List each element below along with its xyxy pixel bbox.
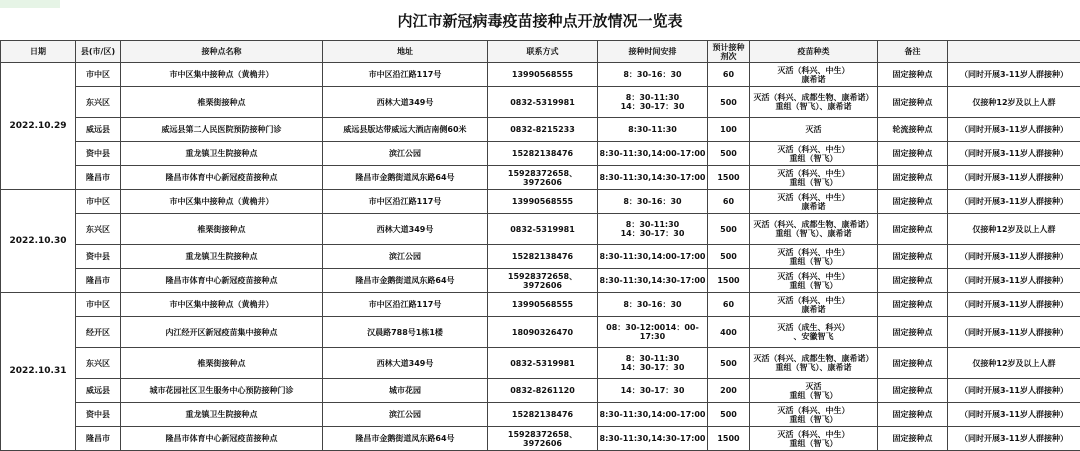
doses-cell[interactable]: 500	[708, 348, 750, 379]
doses-cell[interactable]: 500	[708, 214, 750, 245]
site-cell[interactable]: 市中区集中接种点（黄桷井）	[121, 293, 323, 317]
page-title: 内江市新冠病毒疫苗接种点开放情况一览表	[0, 0, 1080, 40]
phone-cell[interactable]: 0832-8261120	[488, 379, 598, 403]
note-cell[interactable]: （同时开展3-11岁人群接种）	[948, 403, 1080, 427]
note-cell[interactable]: （同时开展3-11岁人群接种）	[948, 317, 1080, 348]
type-cell[interactable]: 固定接种点	[878, 166, 948, 190]
note-cell[interactable]: （同时开展3-11岁人群接种）	[948, 190, 1080, 214]
time-cell[interactable]: 14：30-17：30	[598, 379, 708, 403]
table-row	[1, 214, 1080, 245]
table-row	[1, 87, 1080, 118]
header-address: 地址	[323, 41, 488, 63]
type-cell[interactable]: 固定接种点	[878, 317, 948, 348]
county-cell[interactable]: 东兴区	[76, 214, 121, 245]
time-cell[interactable]: 8:30-11:30	[598, 118, 708, 142]
table-row	[1, 166, 1080, 190]
vaccine-cell[interactable]: 灭活（科兴、中生） 康希诺	[750, 190, 878, 214]
header-date: 日期	[1, 41, 76, 63]
site-cell[interactable]: 内江经开区新冠疫苗集中接种点	[121, 317, 323, 348]
county-cell[interactable]: 资中县	[76, 403, 121, 427]
phone-cell[interactable]: 13990568555	[488, 293, 598, 317]
county-cell[interactable]: 隆昌市	[76, 427, 121, 451]
phone-cell[interactable]: 18090326470	[488, 317, 598, 348]
note-cell[interactable]: （同时开展3-11岁人群接种）	[948, 269, 1080, 293]
note-cell[interactable]: 仅接种12岁及以上人群	[948, 348, 1080, 379]
note-cell[interactable]: （同时开展3-11岁人群接种）	[948, 118, 1080, 142]
header-county: 县(市/区)	[76, 41, 121, 63]
type-cell[interactable]: 固定接种点	[878, 63, 948, 87]
table-row	[1, 379, 1080, 403]
note-cell[interactable]: （同时开展3-11岁人群接种）	[948, 166, 1080, 190]
address-cell[interactable]: 威远县版达带威远大酒店南侧60米	[323, 118, 488, 142]
note-cell[interactable]: （同时开展3-11岁人群接种）	[948, 379, 1080, 403]
vaccine-cell[interactable]: 灭活 重组（智飞）	[750, 379, 878, 403]
vaccine-cell[interactable]: 灭活（科兴、成都生物、康希诺） 重组（智飞）、康希诺	[750, 348, 878, 379]
phone-cell[interactable]: 13990568555	[488, 190, 598, 214]
phone-cell[interactable]: 0832-5319981	[488, 214, 598, 245]
county-cell[interactable]: 市中区	[76, 293, 121, 317]
table-row	[1, 403, 1080, 427]
county-cell[interactable]: 市中区	[76, 190, 121, 214]
vaccine-cell[interactable]: 灭活（科兴、成都生物、康希诺） 重组（智飞）、康希诺	[750, 87, 878, 118]
date-cell[interactable]: 2022.10.29	[1, 63, 76, 190]
county-cell[interactable]: 资中县	[76, 142, 121, 166]
time-cell[interactable]: 8:30-11:30,14:00-17:00	[598, 142, 708, 166]
site-cell[interactable]: 隆昌市体育中心新冠疫苗接种点	[121, 427, 323, 451]
site-cell[interactable]: 椎栗街接种点	[121, 348, 323, 379]
date-cell[interactable]: 2022.10.31	[1, 293, 76, 451]
doses-cell[interactable]: 500	[708, 87, 750, 118]
time-cell[interactable]: 8：30-11:30 14：30-17：30	[598, 348, 708, 379]
phone-cell[interactable]: 15282138476	[488, 245, 598, 269]
time-cell[interactable]: 8：30-16：30	[598, 190, 708, 214]
vaccination-table	[0, 40, 1080, 451]
county-cell[interactable]: 经开区	[76, 317, 121, 348]
doses-cell[interactable]: 200	[708, 379, 750, 403]
header-doses: 预计接种剂次	[708, 41, 750, 63]
county-cell[interactable]: 威远县	[76, 379, 121, 403]
type-cell[interactable]: 固定接种点	[878, 142, 948, 166]
site-cell[interactable]: 椎栗街接种点	[121, 87, 323, 118]
table-body	[1, 63, 1080, 451]
table-row	[1, 317, 1080, 348]
time-cell[interactable]: 8:30-11:30,14:30-17:00	[598, 269, 708, 293]
header-time: 接种时间安排	[598, 41, 708, 63]
address-cell[interactable]: 市中区沿江路117号	[323, 293, 488, 317]
time-cell[interactable]: 8：30-11:30 14：30-17：30	[598, 87, 708, 118]
address-cell[interactable]: 隆昌市金鹅街道凤东路64号	[323, 427, 488, 451]
county-cell[interactable]: 东兴区	[76, 87, 121, 118]
address-cell[interactable]: 滨江公园	[323, 245, 488, 269]
table-row	[1, 293, 1080, 317]
header-extra	[948, 41, 1080, 63]
address-cell[interactable]: 西林大道349号	[323, 87, 488, 118]
site-cell[interactable]: 隆昌市体育中心新冠疫苗接种点	[121, 269, 323, 293]
doses-cell[interactable]: 60	[708, 190, 750, 214]
county-cell[interactable]: 威远县	[76, 118, 121, 142]
address-cell[interactable]: 西林大道349号	[323, 214, 488, 245]
phone-cell[interactable]: 15282138476	[488, 142, 598, 166]
phone-cell[interactable]: 15928372658、3972606	[488, 427, 598, 451]
address-cell[interactable]: 隆昌市金鹅街道凤东路64号	[323, 269, 488, 293]
note-cell[interactable]: （同时开展3-11岁人群接种）	[948, 63, 1080, 87]
doses-cell[interactable]: 60	[708, 63, 750, 87]
header-site: 接种点名称	[121, 41, 323, 63]
type-cell[interactable]: 轮流接种点	[878, 118, 948, 142]
time-cell[interactable]: 8:30-11:30,14:00-17:00	[598, 245, 708, 269]
phone-cell[interactable]: 15282138476	[488, 403, 598, 427]
doses-cell[interactable]: 500	[708, 403, 750, 427]
doses-cell[interactable]: 400	[708, 317, 750, 348]
vaccine-cell[interactable]: 灭活（科兴、成都生物、康希诺） 重组（智飞）、康希诺	[750, 214, 878, 245]
table-row	[1, 348, 1080, 379]
phone-cell[interactable]: 0832-5319981	[488, 87, 598, 118]
site-cell[interactable]: 市中区集中接种点（黄桷井）	[121, 190, 323, 214]
note-cell[interactable]: （同时开展3-11岁人群接种）	[948, 427, 1080, 451]
vaccine-cell[interactable]: 灭活（成生、科兴） 、安徽智飞	[750, 317, 878, 348]
note-cell[interactable]: （同时开展3-11岁人群接种）	[948, 245, 1080, 269]
time-cell[interactable]: 8：30-16：30	[598, 63, 708, 87]
note-cell[interactable]: 仅接种12岁及以上人群	[948, 214, 1080, 245]
address-cell[interactable]: 滨江公园	[323, 403, 488, 427]
vaccine-cell[interactable]: 灭活（科兴、中生） 重组（智飞）	[750, 427, 878, 451]
phone-cell[interactable]: 0832-5319981	[488, 348, 598, 379]
doses-cell[interactable]: 1500	[708, 269, 750, 293]
type-cell[interactable]: 固定接种点	[878, 293, 948, 317]
vaccine-cell[interactable]: 灭活（科兴、中生） 重组（智飞）	[750, 245, 878, 269]
site-cell[interactable]: 椎栗街接种点	[121, 214, 323, 245]
note-cell[interactable]: （同时开展3-11岁人群接种）	[948, 142, 1080, 166]
phone-cell[interactable]: 15928372658、3972606	[488, 166, 598, 190]
date-cell[interactable]: 2022.10.30	[1, 190, 76, 293]
vaccine-cell[interactable]: 灭活（科兴、中生） 重组（智飞）	[750, 166, 878, 190]
time-cell[interactable]: 8：30-11:30 14：30-17：30	[598, 214, 708, 245]
doses-cell[interactable]: 1500	[708, 427, 750, 451]
table-row	[1, 118, 1080, 142]
note-cell[interactable]: （同时开展3-11岁人群接种）	[948, 293, 1080, 317]
vaccine-cell[interactable]: 灭活（科兴、中生） 重组（智飞）	[750, 269, 878, 293]
site-cell[interactable]: 威远县第二人民医院预防接种门诊	[121, 118, 323, 142]
county-cell[interactable]: 资中县	[76, 245, 121, 269]
table-row	[1, 427, 1080, 451]
address-cell[interactable]: 市中区沿江路117号	[323, 190, 488, 214]
header-phone: 联系方式	[488, 41, 598, 63]
header-vaccine: 疫苗种类	[750, 41, 878, 63]
doses-cell[interactable]: 100	[708, 118, 750, 142]
doses-cell[interactable]: 1500	[708, 166, 750, 190]
address-cell[interactable]: 西林大道349号	[323, 348, 488, 379]
phone-cell[interactable]: 0832-8215233	[488, 118, 598, 142]
table-row	[1, 190, 1080, 214]
site-cell[interactable]: 城市花园社区卫生服务中心预防接种门诊	[121, 379, 323, 403]
time-cell[interactable]: 8：30-16：30	[598, 293, 708, 317]
county-cell[interactable]: 隆昌市	[76, 269, 121, 293]
doses-cell[interactable]: 60	[708, 293, 750, 317]
site-cell[interactable]: 隆昌市体育中心新冠疫苗接种点	[121, 166, 323, 190]
vaccine-cell[interactable]: 灭活（科兴、中生） 康希诺	[750, 293, 878, 317]
doses-cell[interactable]: 500	[708, 142, 750, 166]
type-cell[interactable]: 固定接种点	[878, 245, 948, 269]
type-cell[interactable]: 固定接种点	[878, 403, 948, 427]
address-cell[interactable]: 市中区沿江路117号	[323, 63, 488, 87]
type-cell[interactable]: 固定接种点	[878, 269, 948, 293]
note-cell[interactable]: 仅接种12岁及以上人群	[948, 87, 1080, 118]
site-cell[interactable]: 重龙镇卫生院接种点	[121, 245, 323, 269]
time-cell[interactable]: 8:30-11:30,14:30-17:00	[598, 166, 708, 190]
type-cell[interactable]: 固定接种点	[878, 87, 948, 118]
county-cell[interactable]: 市中区	[76, 63, 121, 87]
doses-cell[interactable]: 500	[708, 245, 750, 269]
address-cell[interactable]: 滨江公园	[323, 142, 488, 166]
table-row	[1, 269, 1080, 293]
phone-cell[interactable]: 13990568555	[488, 63, 598, 87]
time-cell[interactable]: 08：30-12:0014：00-17:30	[598, 317, 708, 348]
site-cell[interactable]: 重龙镇卫生院接种点	[121, 403, 323, 427]
type-cell[interactable]: 固定接种点	[878, 214, 948, 245]
county-cell[interactable]: 东兴区	[76, 348, 121, 379]
type-cell[interactable]: 固定接种点	[878, 190, 948, 214]
site-cell[interactable]: 重龙镇卫生院接种点	[121, 142, 323, 166]
header-row	[1, 41, 1080, 63]
time-cell[interactable]: 8:30-11:30,14:00-17:00	[598, 403, 708, 427]
vaccine-cell[interactable]: 灭活（科兴、中生） 重组（智飞）	[750, 142, 878, 166]
vaccine-cell[interactable]: 灭活（科兴、中生） 康希诺	[750, 63, 878, 87]
address-cell[interactable]: 城市花园	[323, 379, 488, 403]
address-cell[interactable]: 汉晨路788号1栋1楼	[323, 317, 488, 348]
header-remark: 备注	[878, 41, 948, 63]
address-cell[interactable]: 隆昌市金鹅街道凤东路64号	[323, 166, 488, 190]
time-cell[interactable]: 8:30-11:30,14:30-17:00	[598, 427, 708, 451]
type-cell[interactable]: 固定接种点	[878, 427, 948, 451]
site-cell[interactable]: 市中区集中接种点（黄桷井）	[121, 63, 323, 87]
table-row	[1, 245, 1080, 269]
vaccine-cell[interactable]: 灭活（科兴、中生） 重组（智飞）	[750, 403, 878, 427]
table-row	[1, 63, 1080, 87]
type-cell[interactable]: 固定接种点	[878, 379, 948, 403]
table-row	[1, 142, 1080, 166]
county-cell[interactable]: 隆昌市	[76, 166, 121, 190]
phone-cell[interactable]: 15928372658、3972606	[488, 269, 598, 293]
vaccine-cell[interactable]: 灭活	[750, 118, 878, 142]
type-cell[interactable]: 固定接种点	[878, 348, 948, 379]
